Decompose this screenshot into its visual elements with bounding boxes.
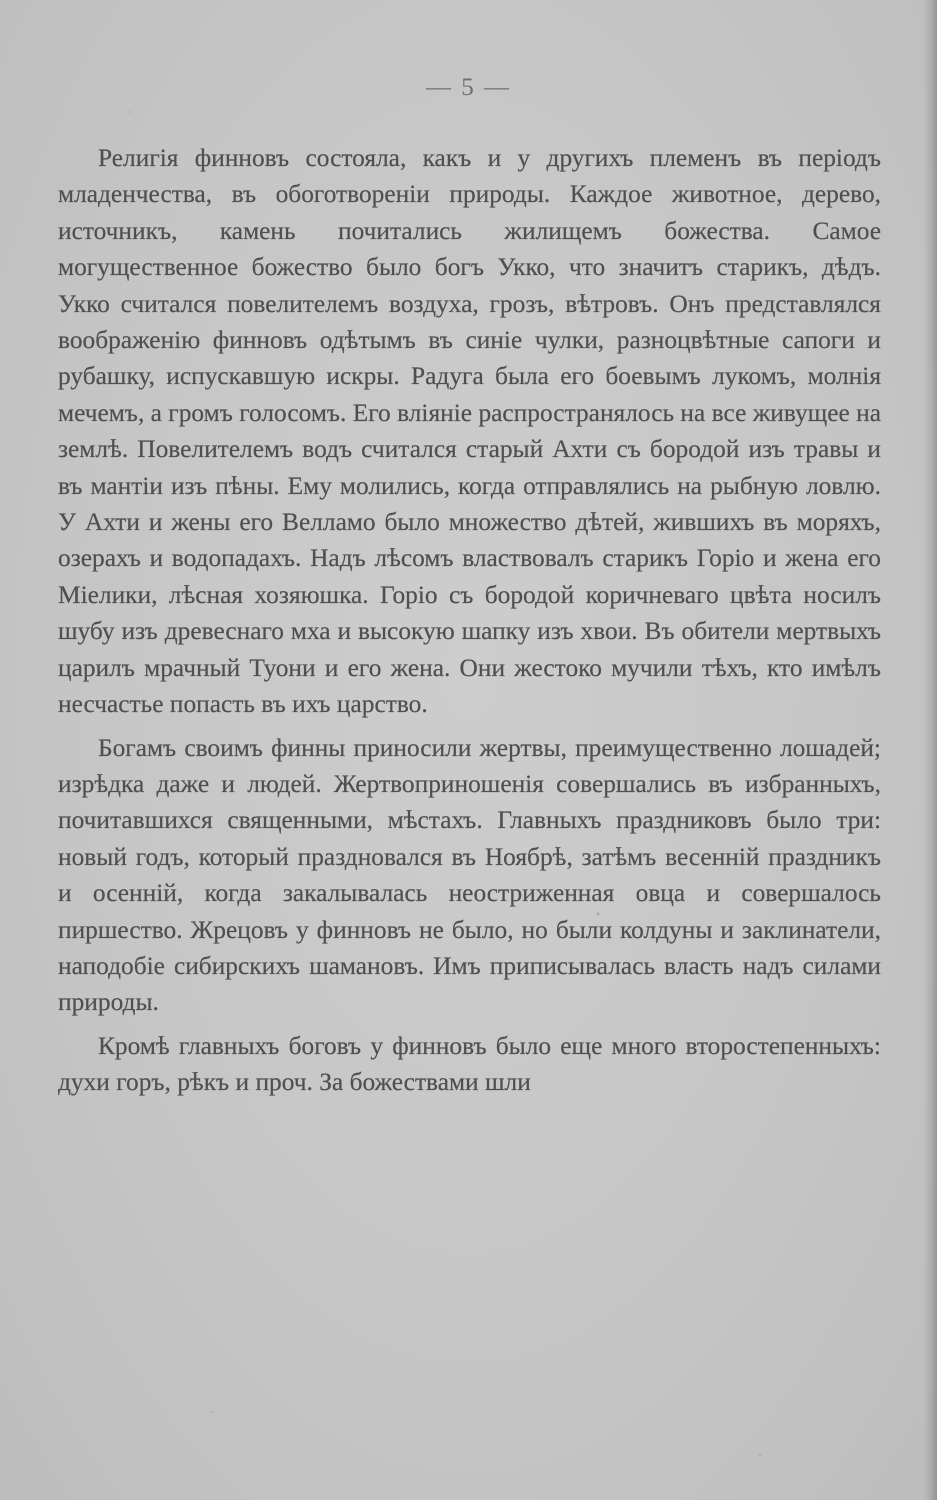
page-number: — 5 — <box>426 74 511 101</box>
paragraph-religion: Религія финновъ состояла, какъ и у другихъ племенъ въ періодъ младенчества, въ обоготвореніи природы. Каждое животное, дерево, источникъ, камень почитались жилищемъ божества. Самое могущественное божество было богъ Укко, что значитъ старикъ, дѣдъ. Укко считался повелителемъ воздуха, грозъ, вѣтровъ. Онъ представлялся воображенію финновъ одѣтымъ въ синіе чулки, разноцвѣтные сапоги и рубашку, испускавшую искры. Радуга была его боевымъ лукомъ, молнія мечемъ, а громъ голосомъ. Его вліяніе распространялось на все живущее на землѣ. Повелителемъ водъ считался старый Ахти съ бородой изъ травы и въ мантіи изъ пѣны. Ему молились, когда отправлялись на рыбную ловлю. У Ахти и жены его Велламо было множество дѣтей, жившихъ въ моряхъ, озерахъ и водопадахъ. Надъ лѣсомъ властвовалъ старикъ Горіо и жена его Міелики, лѣсная хозяюшка. Горіо съ бородой коричневаго цвѣта носилъ шубу изъ древеснаго мха и высокую шапку изъ хвои. Въ обители мертвыхъ царилъ мрачный Туони и его жена. Они жестоко мучили тѣхъ, кто имѣлъ несчастье попасть въ ихъ царство. <box>58 144 881 719</box>
page-text <box>58 140 881 1101</box>
paragraph-sacrifices: Богамъ своимъ финны приносили жертвы, преимущественно лошадей; изрѣдка даже и людей. Жертвоприношенія совершались въ избранныхъ, почитавшихся священными, мѣстахъ. Главныхъ праздниковъ было три: новый годъ, который праздновался въ Ноябрѣ, затѣмъ весенній праздникъ и осенній, когда закалывалась неостриженная овца и совершалось пиршество. Жрецовъ у финновъ не было, но были колдуны и заклинатели, наподобіе сибирскихъ шамановъ. Имъ приписывалась власть надъ силами природы. <box>58 733 881 1017</box>
paragraph-minor-gods: Кромѣ главныхъ боговъ у финновъ было еще много второстепенныхъ: духи горъ, рѣкъ и проч. За божествами шли <box>58 1031 881 1097</box>
page-edge-shadow <box>923 0 937 1500</box>
